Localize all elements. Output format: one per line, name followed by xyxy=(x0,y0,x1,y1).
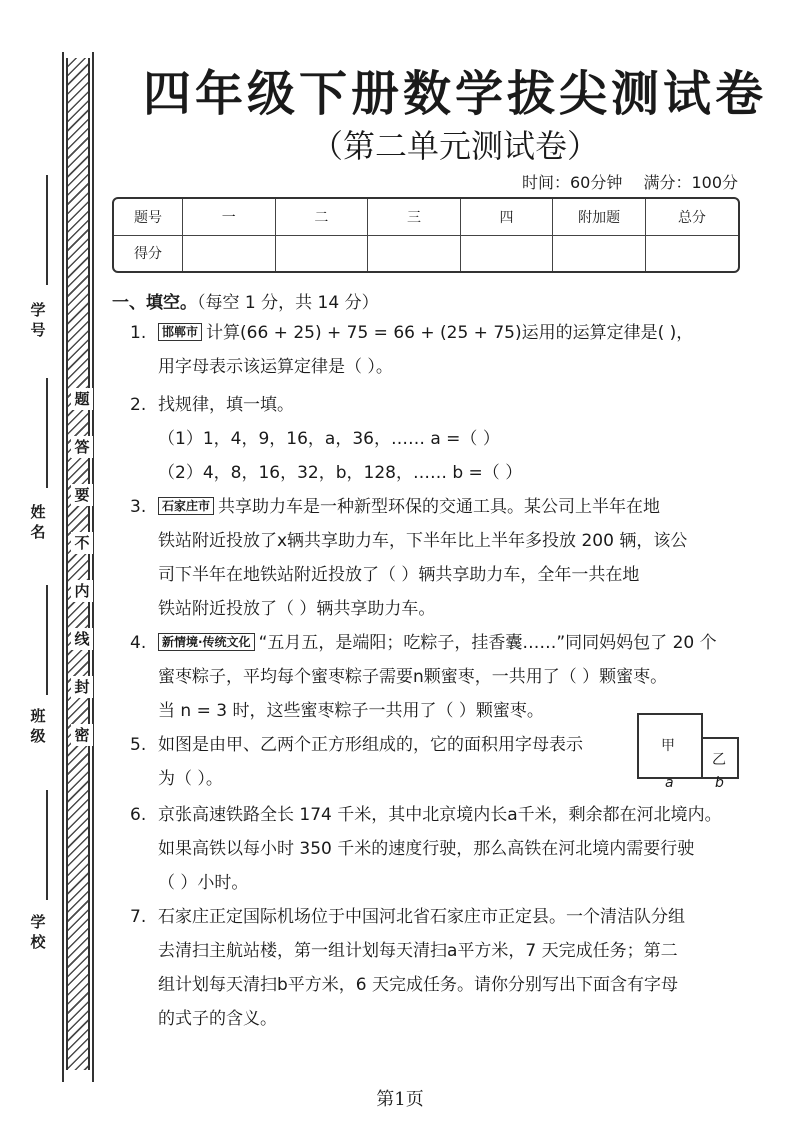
score-header-cell: 三 xyxy=(368,199,461,235)
question-line: （1）1，4，9，16，a，36，…… a =（ ） xyxy=(158,429,500,449)
question-6 xyxy=(130,798,742,900)
score-table xyxy=(112,197,740,273)
question-line: 找规律，填一填。 xyxy=(158,395,294,415)
side-b-label: b xyxy=(715,775,724,791)
question-line: 铁站附近投放了（ ）辆共享助力车。 xyxy=(158,599,436,619)
question-line: 组计划每天清扫b平方米，6 天完成任务。请你分别写出下面含有字母 xyxy=(158,975,679,995)
source-tag: 邯郸市 xyxy=(158,323,202,341)
question-line: 新情境·传统文化 “五月五，是端阳；吃粽子，挂香囊……”同同妈妈包了 20 个 xyxy=(130,626,742,660)
page-number: 第1页 xyxy=(376,1089,424,1110)
question-line: 为（ ）。 xyxy=(158,769,223,789)
seal-char: 题 xyxy=(71,388,93,410)
name-label: 姓 名 xyxy=(30,503,46,541)
question-line: （2）4，8，16，32，b，128，…… b =（ ） xyxy=(158,463,523,483)
score-input-cell[interactable] xyxy=(275,235,368,271)
score-header-row xyxy=(114,199,738,235)
question-line: 当 n = 3 时，这些蜜枣粽子一共用了（ ）颗蜜枣。 xyxy=(158,701,544,721)
score-row-label: 得分 xyxy=(114,235,183,271)
seal-char: 内 xyxy=(71,580,93,602)
student-id-line xyxy=(46,175,48,285)
question-line: 如图是由甲、乙两个正方形组成的，它的面积用字母表示 xyxy=(158,735,583,755)
question-line: 邯郸市 计算(66 + 25) + 75 = 66 + (25 + 75)运用的运算定律是( )， xyxy=(130,316,742,350)
square-yi-label: 乙 xyxy=(712,752,726,768)
score-header-cell: 一 xyxy=(183,199,276,235)
score-header-cell: 总分 xyxy=(645,199,738,235)
exam-full-score: 满分：100分 xyxy=(643,173,738,192)
binding-margin xyxy=(0,0,100,1130)
question-line: 铁站附近投放了x辆共享助力车，下半年比上半年多投放 200 辆，该公 xyxy=(158,531,688,551)
exam-time: 时间：60分钟 xyxy=(521,173,623,192)
score-header-cell: 附加题 xyxy=(553,199,646,235)
seal-char: 封 xyxy=(71,676,93,698)
square-yi xyxy=(701,737,739,779)
question-2 xyxy=(130,388,742,490)
side-a-label: a xyxy=(665,775,674,791)
score-input-cell[interactable] xyxy=(368,235,461,271)
score-value-row xyxy=(114,235,738,271)
school-line xyxy=(46,790,48,900)
question-number: 7. xyxy=(130,907,147,927)
score-header-cell: 题号 xyxy=(114,199,183,235)
question-1 xyxy=(130,316,742,384)
question-number: 6. xyxy=(130,805,147,825)
squares-figure xyxy=(635,711,800,796)
question-number: 3. xyxy=(130,497,147,517)
student-id-label: 学 号 xyxy=(30,301,46,339)
question-3 xyxy=(130,490,742,626)
seal-char: 线 xyxy=(71,628,93,650)
section-heading xyxy=(112,288,379,313)
seal-line-hatch xyxy=(66,58,90,1070)
exam-meta xyxy=(522,170,738,193)
section-title: 一、填空。 xyxy=(112,293,197,313)
square-jia-label: 甲 xyxy=(661,738,675,754)
score-input-cell[interactable] xyxy=(183,235,276,271)
seal-char: 答 xyxy=(71,436,93,458)
score-input-cell[interactable] xyxy=(645,235,738,271)
square-jia xyxy=(637,713,703,779)
question-line: 司下半年在地铁站附近投放了（ ）辆共享助力车，全年一共在地 xyxy=(158,565,640,585)
question-line: 京张高速铁路全长 174 千米，其中北京境内长a千米，剩余都在河北境内。 xyxy=(158,805,722,825)
class-label: 班 级 xyxy=(30,707,46,745)
question-line: 石家庄市 共享助力车是一种新型环保的交通工具。某公司上半年在地 xyxy=(130,490,742,524)
score-input-cell[interactable] xyxy=(553,235,646,271)
page-title: 四年级下册数学拔尖测试卷 xyxy=(142,66,767,122)
question-line: 去清扫主航站楼，第一组计划每天清扫a平方米，7 天完成任务；第二 xyxy=(158,941,678,961)
seal-char: 不 xyxy=(71,532,93,554)
question-number: 2. xyxy=(130,395,147,415)
question-line: 蜜枣粽子，平均每个蜜枣粽子需要n颗蜜枣，一共用了（ ）颗蜜枣。 xyxy=(158,667,668,687)
question-5 xyxy=(130,728,630,796)
question-line: 的式子的含义。 xyxy=(158,1009,277,1029)
score-header-cell: 四 xyxy=(460,199,553,235)
question-line: 用字母表示该运算定律是（ ）。 xyxy=(158,357,393,377)
seal-char: 要 xyxy=(71,484,93,506)
score-header-cell: 二 xyxy=(275,199,368,235)
question-number: 1. xyxy=(130,323,147,343)
school-label: 学 校 xyxy=(30,913,46,951)
section-note: （每空 1 分，共 14 分） xyxy=(197,293,379,313)
question-line: 如果高铁以每小时 350 千米的速度行驶，那么高铁在河北境内需要行驶 xyxy=(158,839,695,859)
page-subtitle: （第二单元测试卷） xyxy=(310,127,599,165)
source-tag: 石家庄市 xyxy=(158,497,214,515)
score-input-cell[interactable] xyxy=(460,235,553,271)
seal-line-right-rule xyxy=(92,52,94,1082)
source-tag: 新情境·传统文化 xyxy=(158,633,255,651)
question-number: 4. xyxy=(130,633,147,653)
class-line xyxy=(46,585,48,695)
question-line: 石家庄正定国际机场位于中国河北省石家庄市正定县。一个清洁队分组 xyxy=(158,907,685,927)
question-7 xyxy=(130,900,742,1036)
name-line xyxy=(46,378,48,488)
question-number: 5. xyxy=(130,735,147,755)
seal-line-left-rule xyxy=(62,52,64,1082)
seal-char: 密 xyxy=(71,724,93,746)
question-line: （ ）小时。 xyxy=(158,873,249,893)
